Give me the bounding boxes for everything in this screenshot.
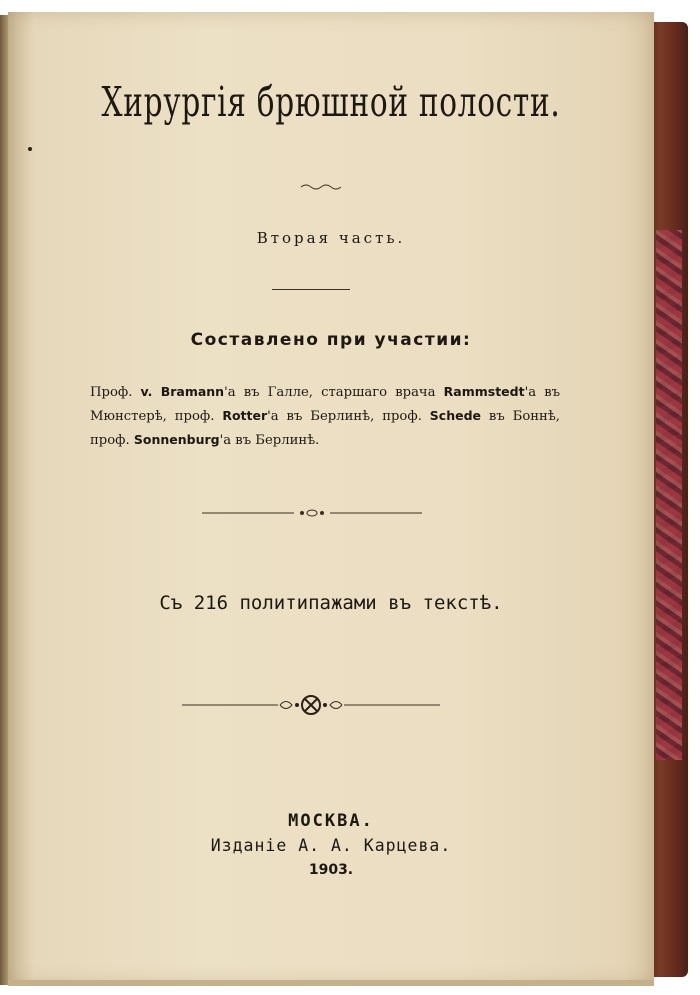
marbled-edge — [656, 230, 682, 760]
book-title: Хирургія брюшной полости. — [101, 78, 561, 126]
fleuron-ornament — [182, 692, 440, 718]
illustrations-note: Съ 216 политипажами въ текстѣ. — [159, 592, 503, 614]
participant-name: v. Bramann — [140, 384, 225, 399]
participant-name: Sonnenburg — [133, 432, 220, 447]
participant-name: Schede — [429, 408, 482, 423]
publication-year: 1903. — [308, 862, 354, 878]
participant-text: 'а въ Галле, старшаго врача — [224, 385, 444, 400]
publisher: Изданіе А. А. Карцева. — [210, 836, 452, 855]
participant-text: 'а въ Берлинѣ. — [219, 433, 320, 448]
participant-text: 'а въ Мюнстерѣ, проф. — [90, 385, 561, 424]
ink-spot — [28, 147, 32, 151]
compiled-heading: Составлено при участии: — [190, 330, 472, 350]
divider-rule — [272, 289, 350, 290]
page-edge — [8, 980, 654, 986]
participant-text: въ Боннѣ, проф. — [90, 409, 560, 448]
publication-city: МОСКВА. — [288, 811, 374, 831]
participant-name: Rotter — [222, 408, 268, 423]
participant-text: Проф. — [90, 385, 141, 400]
part-label: Вторая часть. — [256, 229, 406, 247]
participants-text — [90, 380, 560, 452]
participant-text: 'а въ Берлинѣ, проф. — [267, 409, 430, 424]
ornament-divider — [202, 506, 422, 520]
participant-name: Rammstedt — [443, 384, 525, 399]
wavy-ornament — [300, 183, 342, 191]
